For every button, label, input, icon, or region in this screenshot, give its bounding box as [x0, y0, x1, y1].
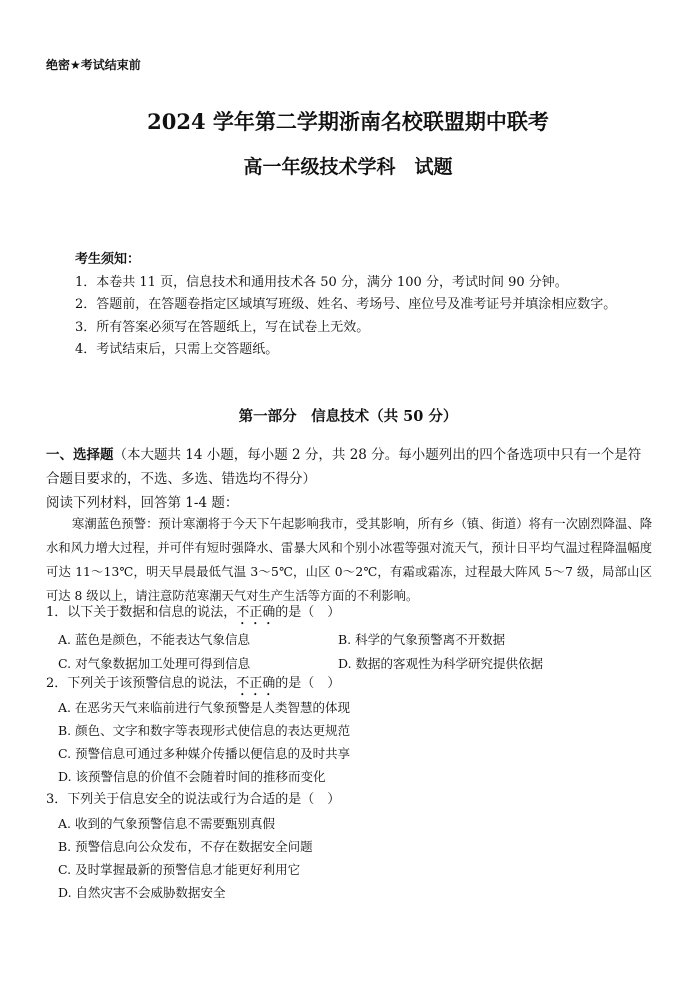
question-stem [46, 602, 652, 628]
option-d: D. 该预警信息的价值不会随着时间的推移而变化 [58, 769, 326, 784]
notice-heading: 考生须知： [75, 252, 141, 267]
stem-text: 的是（ ） [275, 676, 341, 691]
section-instructions [46, 443, 652, 515]
part-title: 第一部分 信息技术（共 50 分） [238, 408, 458, 425]
option-d: D. 自然灾害不会威胁数据安全 [58, 885, 226, 900]
option-d: D. 数据的客观性为科学研究提供依据 [338, 656, 544, 671]
option-b: B. 预警信息向公众发布，不存在数据安全问题 [58, 839, 313, 854]
candidate-notice [75, 249, 665, 362]
stem-emphasis: 不正确 [236, 605, 276, 620]
notice-item: 1．本卷共 11 页，信息技术和通用技术各 50 分，满分 100 分，考试时间 90 分钟。 [75, 274, 568, 290]
notice-item: 2．答题前，在答题卷指定区域填写班级、姓名、考场号、座位号及准考证号并填涂相应数字。 [75, 297, 617, 312]
question-3 [46, 789, 652, 900]
section-rule: （本大题共 14 小题，每小题 2 分，共 28 分。每小题列出的四个备选项中只有一个是符合题目要求的，不选、多选、错选均不得分） [46, 447, 642, 487]
read-prompt: 阅读下列材料，回答第 1-4 题： [46, 495, 239, 511]
secret-mark: 绝密★考试结束前 [46, 58, 141, 72]
exam-subtitle: 高一年级技术学科 试题 [243, 156, 453, 178]
option-b: B. 颜色、文字和数字等表现形式使信息的表达更规范 [58, 723, 351, 738]
question-1 [46, 602, 652, 671]
stem-text: 2．下列关于该预警信息的说法， [46, 676, 237, 691]
option-c: C. 对气象数据加工处理可得到信息 [58, 656, 251, 671]
stem-text: 1．以下关于数据和信息的说法， [46, 605, 237, 620]
option-c: C. 及时掌握最新的预警信息才能更好利用它 [58, 862, 301, 877]
stem-text: 的是（ ） [275, 605, 341, 620]
option-b: B. 科学的气象预警离不开数据 [338, 632, 506, 647]
question-2 [46, 673, 652, 784]
section-label: 一、选择题 [46, 447, 114, 463]
option-a: A. 蓝色是颜色，不能表达气象信息 [58, 632, 250, 647]
reading-material [46, 512, 652, 608]
stem-emphasis: 不正确 [236, 676, 276, 691]
question-stem [46, 673, 652, 699]
notice-item: 4．考试结束后，只需上交答题纸。 [75, 342, 279, 357]
option-a: A. 收到的气象预警信息不需要甄别真假 [58, 816, 275, 831]
notice-item: 3．所有答案必须写在答题纸上，写在试卷上无效。 [75, 319, 370, 335]
material-text: 寒潮蓝色预警：预计寒潮将于今天下午起影响我市，受其影响，所有乡（镇、街道）将有一次剧烈降温、降水和风力增大过程，并可伴有短时强降水、雷暴大风和个别小冰雹等强对流天气，预计日平均气温过程降温幅度可达 11～13℃，明天早晨最低气温 3～5℃，山区 0～2℃，有霜或霜冻，过程最大阵风 5～7 级，局部山区可达 8 级以上，请注意防范寒潮天气对生产生活等方面的不利影响。 [46, 517, 652, 603]
option-c: C. 预警信息可通过多种媒介传播以便信息的及时共享 [58, 746, 351, 761]
exam-title: 2024 学年第二学期浙南名校联盟期中联考 [147, 109, 549, 134]
stem-text: 3．下列关于信息安全的说法或行为合适的是（ ） [46, 792, 341, 807]
option-a: A. 在恶劣天气来临前进行气象预警是人类智慧的体现 [58, 700, 350, 715]
question-stem [46, 789, 652, 811]
